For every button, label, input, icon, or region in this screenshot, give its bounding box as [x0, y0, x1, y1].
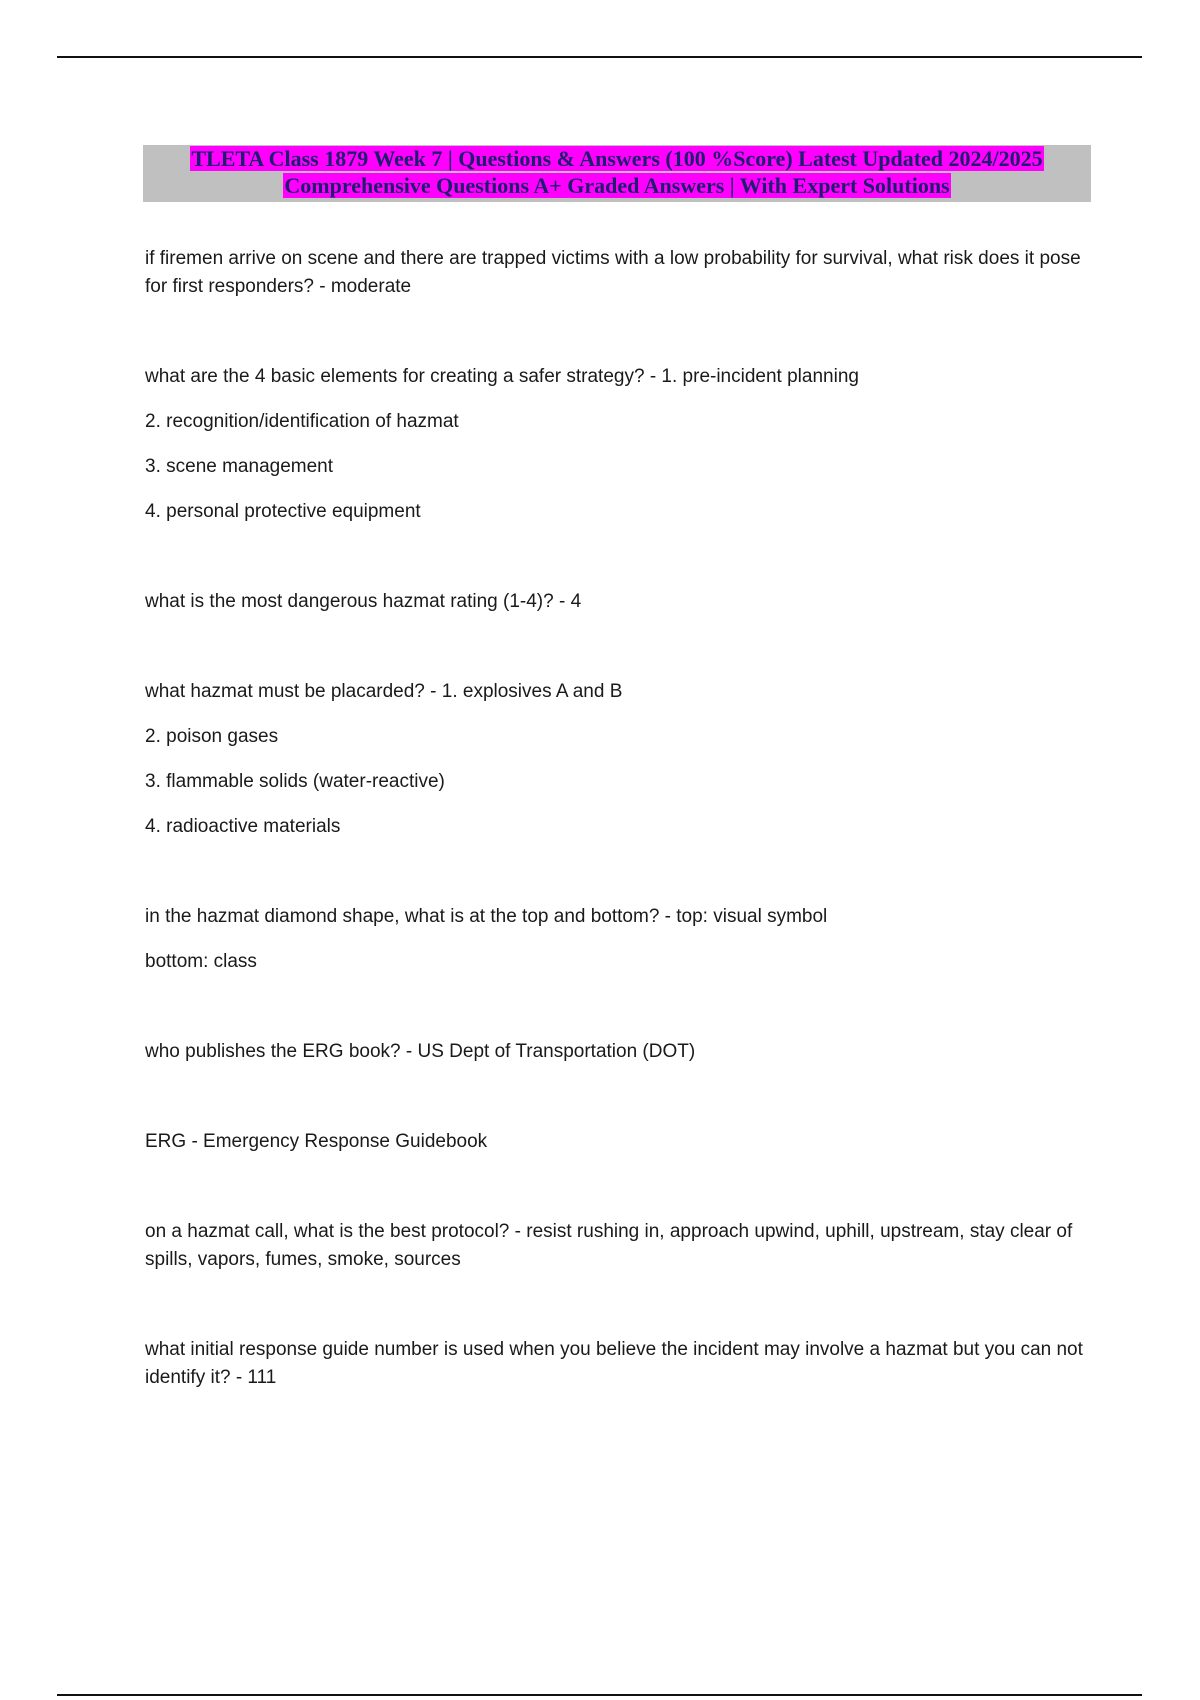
qa-item	[145, 1336, 1095, 1392]
title-highlight-2: Comprehensive Questions A+ Graded Answers | With Expert Solutions	[284, 173, 950, 198]
qa-line: 4. personal protective equipment	[145, 501, 421, 522]
qa-item	[145, 1128, 1095, 1156]
qa-line: 2. recognition/identification of hazmat	[145, 411, 459, 432]
title-line-1	[143, 145, 1091, 172]
document-title	[143, 145, 1091, 202]
qa-line: in the hazmat diamond shape, what is at the top and bottom? - top: visual symbol	[145, 906, 828, 927]
qa-line: on a hazmat call, what is the best protocol? - resist rushing in, approach upwind, uphill, upstream, stay clear of spills, vapors, fumes, smoke, sources	[145, 1221, 1073, 1270]
qa-item	[145, 363, 1095, 526]
title-highlight-1: TLETA Class 1879 Week 7 | Questions & Answers (100 %Score) Latest Updated 2024/2025	[191, 146, 1043, 171]
qa-list	[145, 245, 1095, 1409]
qa-item	[145, 588, 1095, 616]
qa-line: ERG - Emergency Response Guidebook	[145, 1131, 488, 1152]
qa-line: what is the most dangerous hazmat rating (1-4)? - 4	[145, 591, 582, 612]
qa-line: if firemen arrive on scene and there are trapped victims with a low probability for survival, what risk does it pose for first responders? - moderate	[145, 248, 1081, 297]
qa-line: bottom: class	[145, 951, 257, 972]
qa-line: who publishes the ERG book? - US Dept of Transportation (DOT)	[145, 1041, 696, 1062]
page-top-rule	[57, 56, 1142, 58]
page-bottom-rule	[57, 1694, 1142, 1696]
qa-line: 3. scene management	[145, 456, 334, 477]
qa-line: what initial response guide number is used when you believe the incident may involve a hazmat but you can not identify it? - 111	[145, 1339, 1083, 1388]
title-line-2	[143, 172, 1091, 199]
qa-line: 4. radioactive materials	[145, 816, 341, 837]
qa-item	[145, 1218, 1095, 1274]
qa-item	[145, 903, 1095, 976]
qa-line: what are the 4 basic elements for creating a safer strategy? - 1. pre-incident planning	[145, 366, 859, 387]
qa-line: what hazmat must be placarded? - 1. explosives A and B	[145, 681, 623, 702]
qa-line: 2. poison gases	[145, 726, 279, 747]
qa-line: 3. flammable solids (water-reactive)	[145, 771, 445, 792]
qa-item	[145, 245, 1095, 301]
qa-item	[145, 1038, 1095, 1066]
qa-item	[145, 678, 1095, 841]
